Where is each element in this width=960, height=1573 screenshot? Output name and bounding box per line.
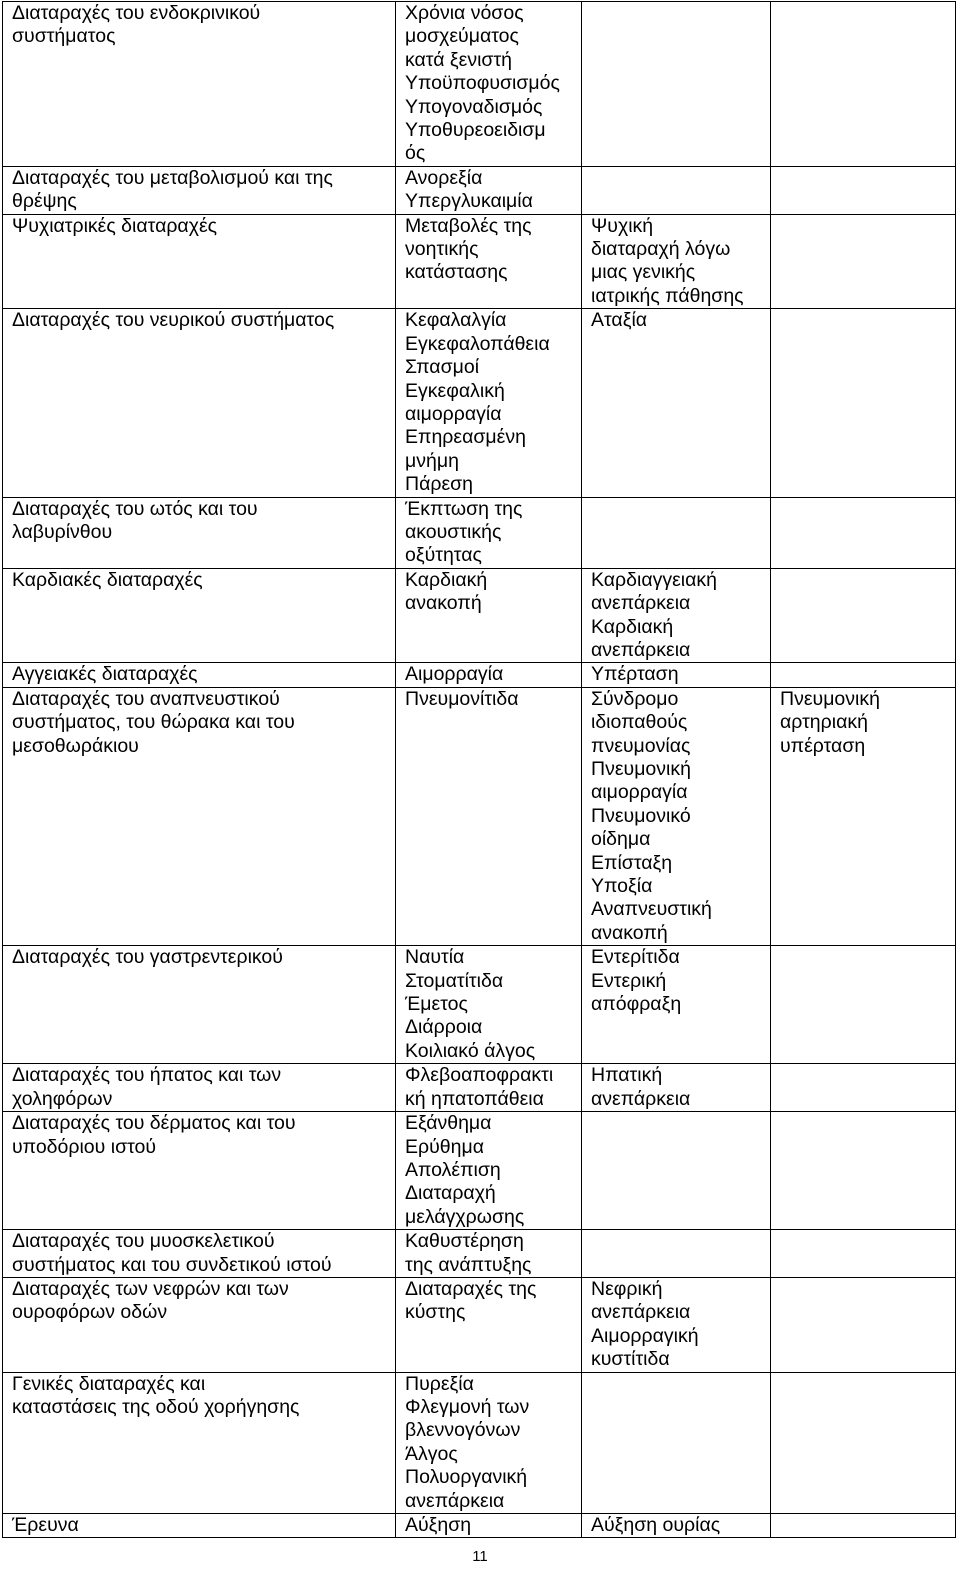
frequency-col2-cell bbox=[396, 946, 582, 1064]
table-row bbox=[3, 568, 956, 663]
frequency-col3-cell bbox=[582, 946, 771, 1064]
cell-text-line: Αύξηση bbox=[405, 1514, 472, 1536]
adverse-reactions-table bbox=[2, 1, 956, 1538]
cell-text-line: Άλγος bbox=[405, 1442, 458, 1465]
frequency-col2-cell bbox=[396, 1064, 582, 1112]
system-organ-class-cell bbox=[3, 946, 396, 1064]
cell-text-line: κυστίτιδα bbox=[591, 1348, 670, 1371]
cell-text-line: Υποϋποφυσισμός bbox=[405, 72, 560, 95]
frequency-col2-cell bbox=[396, 2, 582, 167]
system-organ-class-cell bbox=[3, 1514, 396, 1538]
frequency-col2-cell bbox=[396, 497, 582, 568]
cell-text-line: Στοματίτιδα bbox=[405, 969, 504, 992]
frequency-col4-cell bbox=[771, 1064, 956, 1112]
system-organ-class-cell bbox=[3, 309, 396, 497]
page-number: 11 bbox=[472, 1548, 488, 1565]
frequency-col4-cell bbox=[771, 1372, 956, 1513]
cell-text-line: Εντερική bbox=[591, 969, 667, 992]
cell-text-line: Πνευμονικό bbox=[591, 804, 691, 827]
frequency-col4-cell bbox=[771, 687, 956, 945]
frequency-col2-cell bbox=[396, 687, 582, 945]
cell-text-line: Πολυοργανική bbox=[405, 1466, 528, 1489]
cell-text-line: Έρευνα bbox=[12, 1514, 79, 1536]
frequency-col2-cell bbox=[396, 1372, 582, 1513]
cell-text-line: ανεπάρκεια bbox=[591, 1301, 691, 1324]
cell-text-line: μνήμη bbox=[405, 449, 459, 472]
cell-text-line: χοληφόρων bbox=[12, 1087, 113, 1110]
frequency-col2-cell bbox=[396, 214, 582, 309]
cell-text-line: καταστάσεις της οδού χορήγησης bbox=[12, 1395, 300, 1418]
cell-text-line: Πνευμονίτιδα bbox=[405, 687, 519, 710]
frequency-col4-cell bbox=[771, 568, 956, 663]
cell-text-line: ανακοπή bbox=[591, 921, 668, 944]
cell-text-line: Νεφρική bbox=[591, 1277, 663, 1300]
cell-text-line: Ανορεξία bbox=[405, 166, 483, 189]
cell-text-line: Διαταραχές του αναπνευστικού bbox=[12, 687, 280, 710]
frequency-col3-cell bbox=[582, 1277, 771, 1372]
cell-text-line: βλεννογόνων bbox=[405, 1419, 521, 1442]
cell-text-line: ός bbox=[405, 142, 426, 165]
cell-text-line: Ερύθημα bbox=[405, 1135, 484, 1158]
frequency-col2-cell bbox=[396, 663, 582, 687]
cell-text-line: Καρδιακή bbox=[405, 568, 488, 591]
cell-text-line: λαβυρίνθου bbox=[12, 520, 113, 543]
cell-text-line: συστήματος και του συνδετικού ιστού bbox=[12, 1253, 332, 1276]
cell-text-line: Εγκεφαλοπάθεια bbox=[405, 332, 550, 355]
cell-text-line: Αιμορραγία bbox=[405, 663, 504, 686]
table-row bbox=[3, 663, 956, 687]
cell-text-line: Αιμορραγική bbox=[591, 1324, 699, 1347]
cell-text-line: κύστης bbox=[405, 1301, 466, 1324]
cell-text-line: κή ηπατοπάθεια bbox=[405, 1087, 544, 1110]
cell-text-line: μοσχεύματος bbox=[405, 25, 519, 48]
table-row bbox=[3, 2, 956, 167]
table-row bbox=[3, 309, 956, 497]
table-row bbox=[3, 1230, 956, 1278]
system-organ-class-cell bbox=[3, 568, 396, 663]
cell-text-line: θρέψης bbox=[12, 190, 77, 213]
cell-text-line: οίδημα bbox=[591, 828, 651, 851]
table-body bbox=[3, 2, 956, 1538]
system-organ-class-cell bbox=[3, 497, 396, 568]
table-row bbox=[3, 1372, 956, 1513]
cell-text-line: Πνευμονική bbox=[780, 687, 880, 710]
cell-text-line: Εντερίτιδα bbox=[591, 946, 680, 969]
system-organ-class-cell bbox=[3, 1230, 396, 1278]
cell-text-line: Ηπατική bbox=[591, 1064, 663, 1087]
cell-text-line: νοητικής bbox=[405, 238, 479, 261]
table-row bbox=[3, 214, 956, 309]
frequency-col4-cell bbox=[771, 663, 956, 687]
frequency-col4-cell bbox=[771, 1277, 956, 1372]
system-organ-class-cell bbox=[3, 663, 396, 687]
cell-text-line: Αναπνευστική bbox=[591, 898, 712, 921]
system-organ-class-cell bbox=[3, 2, 396, 167]
cell-text-line: Αύξηση ουρίας bbox=[591, 1514, 721, 1536]
cell-text-line: Υπογοναδισμός bbox=[405, 95, 543, 118]
cell-text-line: Διάρροια bbox=[405, 1016, 483, 1039]
cell-text-line: Διαταραχές των νεφρών και των bbox=[12, 1277, 289, 1300]
frequency-col2-cell bbox=[396, 1230, 582, 1278]
cell-text-line: Εξάνθημα bbox=[405, 1112, 492, 1135]
cell-text-line: Μεταβολές της bbox=[405, 214, 532, 237]
frequency-col2-cell bbox=[396, 568, 582, 663]
frequency-col2-cell bbox=[396, 1277, 582, 1372]
cell-text-line: μιας γενικής bbox=[591, 261, 696, 284]
frequency-col3-cell bbox=[582, 1112, 771, 1230]
table-row bbox=[3, 1064, 956, 1112]
cell-text-line: Φλεβοαποφρακτι bbox=[405, 1064, 554, 1087]
cell-text-line: Χρόνια νόσος bbox=[405, 2, 524, 24]
cell-text-line: αιμορραγία bbox=[405, 402, 502, 425]
system-organ-class-cell bbox=[3, 687, 396, 945]
cell-text-line: ουροφόρων οδών bbox=[12, 1301, 168, 1324]
cell-text-line: Κοιλιακό άλγος bbox=[405, 1039, 536, 1062]
frequency-col4-cell bbox=[771, 214, 956, 309]
cell-text-line: Διαταραχές του μυοσκελετικού bbox=[12, 1230, 275, 1253]
cell-text-line: Πνευμονική bbox=[591, 758, 691, 780]
cell-text-line: της ανάπτυξης bbox=[405, 1253, 532, 1276]
cell-text-line: Υπέρταση bbox=[591, 663, 679, 686]
frequency-col2-cell bbox=[396, 1514, 582, 1538]
cell-text-line: υπέρταση bbox=[780, 734, 866, 757]
cell-text-line: μελάγχρωσης bbox=[405, 1205, 525, 1228]
cell-text-line: Ναυτία bbox=[405, 946, 465, 969]
cell-text-line: Ψυχική bbox=[591, 214, 654, 237]
frequency-col3-cell bbox=[582, 1514, 771, 1538]
cell-text-line: Πυρεξία bbox=[405, 1372, 474, 1395]
cell-text-line: Αταξία bbox=[591, 309, 648, 332]
cell-text-line: Κεφαλαλγία bbox=[405, 309, 507, 332]
table-row bbox=[3, 946, 956, 1064]
cell-text-line: υποδόριου ιστού bbox=[12, 1135, 157, 1158]
cell-text-line: Διαταραχή bbox=[405, 1182, 496, 1205]
frequency-col4-cell bbox=[771, 1514, 956, 1538]
cell-text-line: Εγκεφαλική bbox=[405, 379, 505, 402]
cell-text-line: κατάστασης bbox=[405, 261, 508, 284]
cell-text-line: Σύνδρομο bbox=[591, 687, 679, 710]
cell-text-line: ανακοπή bbox=[405, 592, 482, 615]
cell-text-line: Υποθυρεοειδισμ bbox=[405, 119, 546, 142]
cell-text-line: Σπασμοί bbox=[405, 356, 480, 379]
cell-text-line: πνευμονίας bbox=[591, 734, 691, 757]
cell-text-line: Διαταραχές του ήπατος και των bbox=[12, 1064, 282, 1087]
frequency-col4-cell bbox=[771, 166, 956, 214]
frequency-col4-cell bbox=[771, 1230, 956, 1278]
frequency-col3-cell bbox=[582, 214, 771, 309]
frequency-col3-cell bbox=[582, 663, 771, 687]
cell-text-line: Διαταραχές του ενδοκρινικού bbox=[12, 2, 261, 24]
table-row bbox=[3, 166, 956, 214]
cell-text-line: Καρδιαγγειακή bbox=[591, 568, 717, 591]
frequency-col3-cell bbox=[582, 2, 771, 167]
cell-text-line: Επίσταξη bbox=[591, 851, 673, 874]
frequency-col3-cell bbox=[582, 497, 771, 568]
cell-text-line: Γενικές διαταραχές και bbox=[12, 1372, 206, 1395]
cell-text-line: ανεπάρκεια bbox=[591, 592, 691, 615]
system-organ-class-cell bbox=[3, 1372, 396, 1513]
cell-text-line: Ψυχιατρικές διαταραχές bbox=[12, 214, 218, 237]
cell-text-line: Διαταραχές του δέρματος και του bbox=[12, 1112, 296, 1135]
table-row bbox=[3, 687, 956, 945]
cell-text-line: Υποξία bbox=[591, 875, 653, 898]
frequency-col3-cell bbox=[582, 166, 771, 214]
cell-text-line: συστήματος, του θώρακα και του bbox=[12, 711, 295, 734]
frequency-col3-cell bbox=[582, 568, 771, 663]
cell-text-line: Καρδιακή bbox=[591, 615, 674, 638]
cell-text-line: Διαταραχές της bbox=[405, 1277, 537, 1300]
cell-text-line: Διαταραχές του γαστρεντερικού bbox=[12, 946, 283, 969]
cell-text-line: ακουστικής bbox=[405, 520, 502, 543]
cell-text-line: ανεπάρκεια bbox=[591, 1087, 691, 1110]
table-row bbox=[3, 1514, 956, 1538]
cell-text-line: Υπεργλυκαιμία bbox=[405, 190, 533, 213]
cell-text-line: Διαταραχές του νευρικού συστήματος bbox=[12, 309, 335, 332]
frequency-col4-cell bbox=[771, 946, 956, 1064]
cell-text-line: απόφραξη bbox=[591, 993, 682, 1016]
frequency-col3-cell bbox=[582, 687, 771, 945]
cell-text-line: κατά ξενιστή bbox=[405, 48, 512, 71]
cell-text-line: Επηρεασμένη bbox=[405, 426, 526, 449]
cell-text-line: συστήματος bbox=[12, 25, 116, 48]
cell-text-line: ιδιοπαθούς bbox=[591, 711, 688, 734]
cell-text-line: Έκπτωση της bbox=[405, 497, 523, 520]
system-organ-class-cell bbox=[3, 1112, 396, 1230]
frequency-col4-cell bbox=[771, 1112, 956, 1230]
frequency-col3-cell bbox=[582, 1230, 771, 1278]
cell-text-line: Διαταραχές του ωτός και του bbox=[12, 497, 258, 520]
frequency-col3-cell bbox=[582, 309, 771, 497]
cell-text-line: οξύτητας bbox=[405, 544, 482, 567]
cell-text-line: διαταραχή λόγω bbox=[591, 238, 731, 261]
cell-text-line: ανεπάρκεια bbox=[591, 638, 691, 661]
frequency-col2-cell bbox=[396, 309, 582, 497]
frequency-col4-cell bbox=[771, 309, 956, 497]
table-row bbox=[3, 1112, 956, 1230]
cell-text-line: Έμετος bbox=[405, 993, 468, 1016]
cell-text-line: μεσοθωράκιου bbox=[12, 734, 139, 757]
frequency-col4-cell bbox=[771, 2, 956, 167]
system-organ-class-cell bbox=[3, 166, 396, 214]
cell-text-line: Καθυστέρηση bbox=[405, 1230, 524, 1253]
cell-text-line: αιμορραγία bbox=[591, 781, 688, 804]
frequency-col3-cell bbox=[582, 1064, 771, 1112]
cell-text-line: αρτηριακή bbox=[780, 711, 868, 734]
cell-text-line: Απολέπιση bbox=[405, 1158, 501, 1181]
frequency-col2-cell bbox=[396, 1112, 582, 1230]
system-organ-class-cell bbox=[3, 214, 396, 309]
table-row bbox=[3, 497, 956, 568]
cell-text-line: Διαταραχές του μεταβολισμού και της bbox=[12, 166, 333, 189]
frequency-col3-cell bbox=[582, 1372, 771, 1513]
frequency-col4-cell bbox=[771, 497, 956, 568]
system-organ-class-cell bbox=[3, 1064, 396, 1112]
cell-text-line: ιατρικής πάθησης bbox=[591, 284, 744, 307]
cell-text-line: ανεπάρκεια bbox=[405, 1489, 505, 1512]
cell-text-line: Πάρεση bbox=[405, 473, 474, 496]
cell-text-line: Φλεγμονή των bbox=[405, 1395, 530, 1418]
frequency-col2-cell bbox=[396, 166, 582, 214]
system-organ-class-cell bbox=[3, 1277, 396, 1372]
cell-text-line: Καρδιακές διαταραχές bbox=[12, 568, 203, 591]
table-row bbox=[3, 1277, 956, 1372]
cell-text-line: Αγγειακές διαταραχές bbox=[12, 663, 198, 686]
